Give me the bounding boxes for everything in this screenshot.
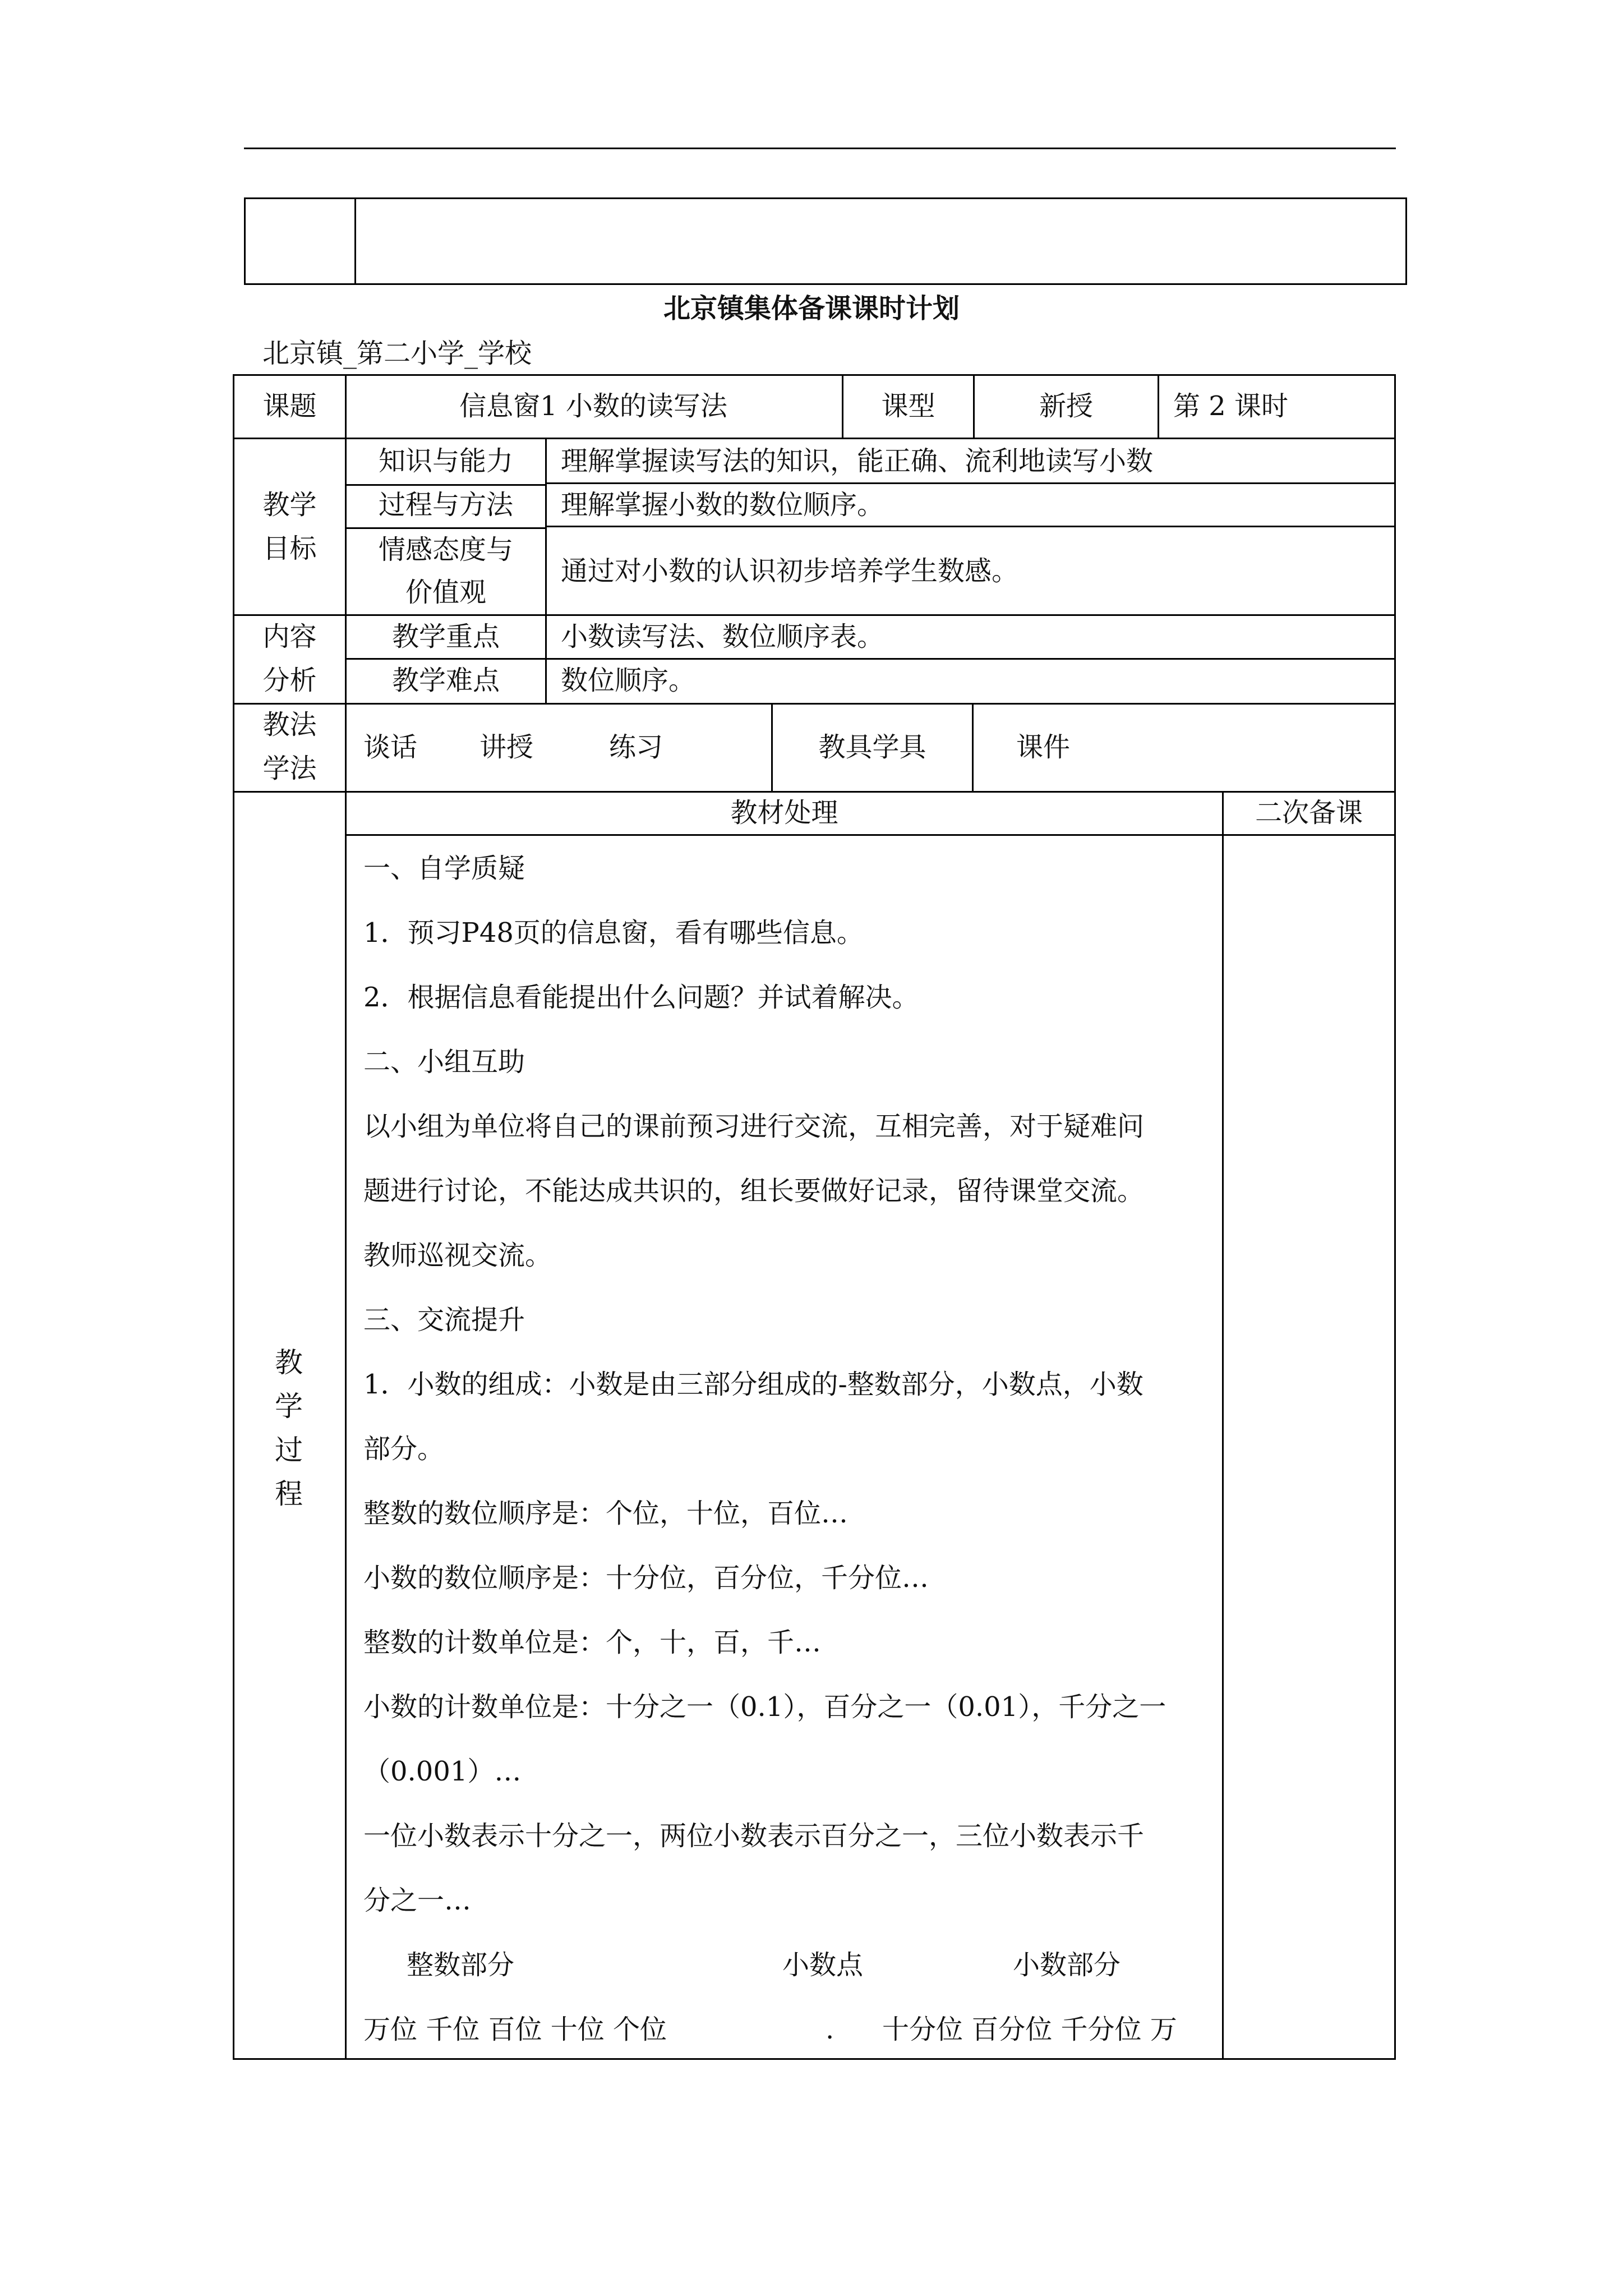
place-header-decimal: 小数部分 bbox=[1013, 1949, 1121, 1981]
type-value: 新授 bbox=[1039, 390, 1093, 422]
objective-knowledge-value: 理解掌握读写法的知识，能正确、流利地读写小数 bbox=[561, 445, 1154, 477]
method-lecture: 讲授 bbox=[479, 731, 534, 763]
place-row-point: . bbox=[826, 2014, 834, 2045]
content-line: （0.001）… bbox=[363, 1756, 522, 1787]
tools-value: 课件 bbox=[1016, 731, 1071, 763]
objective-process-value: 理解掌握小数的数位顺序。 bbox=[561, 489, 884, 521]
content-line: 二、小组互助 bbox=[363, 1046, 525, 1078]
process-label-char: 过 bbox=[275, 1434, 303, 1466]
objective-knowledge-label: 知识与能力 bbox=[378, 445, 513, 477]
content-line: 小数的计数单位是：十分之一（0.1），百分之一（0.01），千分之一 bbox=[363, 1691, 1166, 1723]
key-point-label: 教学重点 bbox=[391, 621, 500, 652]
methods-label-1: 教法 bbox=[262, 709, 317, 740]
method-talk: 谈话 bbox=[363, 731, 418, 763]
objectives-label-1: 教学 bbox=[262, 489, 317, 521]
content-line: 整数的计数单位是：个，十，百，千… bbox=[363, 1627, 822, 1658]
type-label: 课型 bbox=[881, 390, 935, 422]
content-line: 以小组为单位将自己的课前预习进行交流，互相完善，对于疑难问 bbox=[363, 1111, 1145, 1142]
methods-label-2: 学法 bbox=[262, 753, 317, 784]
place-row-decimal: 十分位 百分位 千分位 万 bbox=[882, 2014, 1177, 2045]
objective-process-label: 过程与方法 bbox=[378, 489, 513, 521]
content-line: 分之一… bbox=[363, 1885, 472, 1916]
period: 第 2 课时 bbox=[1173, 390, 1289, 422]
tools-label: 教具学具 bbox=[818, 731, 926, 763]
column-main-header: 教材处理 bbox=[730, 797, 838, 829]
method-practice: 练习 bbox=[609, 731, 663, 763]
topic-label: 课题 bbox=[262, 390, 317, 422]
analysis-label-2: 分析 bbox=[262, 665, 317, 696]
key-point-value: 小数读写法、数位顺序表。 bbox=[561, 621, 884, 652]
topic-value: 信息窗1 小数的读写法 bbox=[459, 390, 727, 422]
content-line: 整数的数位顺序是：个位，十位，百位… bbox=[363, 1498, 849, 1529]
content-line: 部分。 bbox=[363, 1433, 445, 1465]
place-header-point: 小数点 bbox=[782, 1949, 864, 1981]
objective-attitude-label-1: 情感态度与 bbox=[378, 534, 513, 565]
content-line: 2．根据信息看能提出什么问题？并试着解决。 bbox=[363, 982, 919, 1013]
objective-attitude-value: 通过对小数的认识初步培养学生数感。 bbox=[561, 555, 1019, 587]
objective-attitude-label-2: 价值观 bbox=[405, 577, 486, 608]
content-line: 题进行讨论，不能达成共识的，组长要做好记录，留待课堂交流。 bbox=[363, 1175, 1145, 1207]
place-header-integer: 整数部分 bbox=[407, 1949, 515, 1981]
difficulty-value: 数位顺序。 bbox=[561, 665, 696, 696]
column-side-header: 二次备课 bbox=[1255, 797, 1363, 829]
content-line: 三、交流提升 bbox=[363, 1304, 525, 1336]
content-line: 教师巡视交流。 bbox=[363, 1240, 552, 1271]
page-header-rule bbox=[244, 148, 1396, 149]
content-line: 1．小数的组成：小数是由三部分组成的-整数部分，小数点，小数 bbox=[363, 1369, 1144, 1400]
process-label-char: 学 bbox=[275, 1390, 303, 1423]
objectives-label-2: 目标 bbox=[262, 533, 317, 564]
content-line: 一位小数表示十分之一，两位小数表示百分之一，三位小数表示千 bbox=[363, 1820, 1145, 1852]
content-line: 一、自学质疑 bbox=[363, 853, 525, 884]
content-line: 小数的数位顺序是：十分位，百分位，千分位… bbox=[363, 1562, 929, 1594]
place-row-integer: 万位 千位 百位 十位 个位 bbox=[363, 2014, 667, 2045]
process-label-char: 教 bbox=[275, 1346, 303, 1379]
process-label-char: 程 bbox=[275, 1478, 303, 1510]
analysis-label-1: 内容 bbox=[262, 621, 317, 652]
content-line: 1．预习P48页的信息窗，看有哪些信息。 bbox=[363, 917, 864, 949]
school-line: 北京镇_第二小学_学校 bbox=[262, 338, 532, 369]
difficulty-label: 教学难点 bbox=[391, 665, 500, 696]
page-title: 北京镇集体备课课时计划 bbox=[663, 293, 960, 324]
